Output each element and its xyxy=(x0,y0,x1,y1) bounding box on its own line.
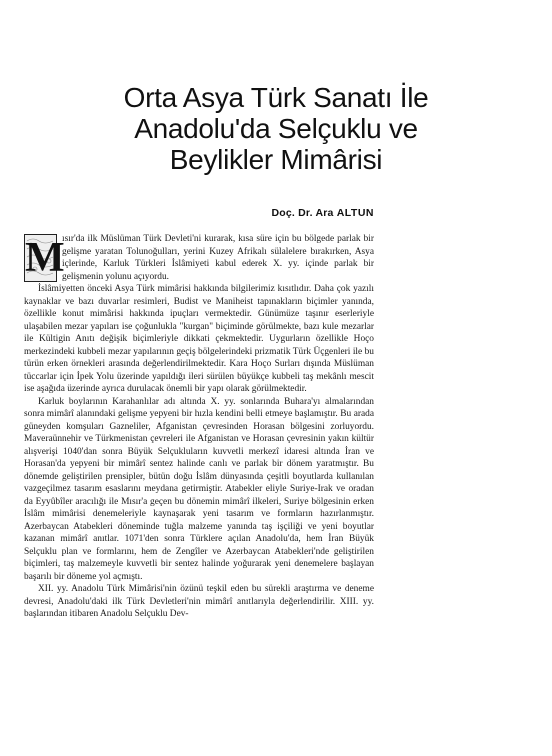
paragraph-2: İslâmiyetten önceki Asya Türk mimârisi hakkında bilgilerimiz kısıtlıdır. Daha çok yazılı kaynaklar ve bazı duvarlar resimleri, Budist ve Maniheist tapınakların biçimler yanında, özellikle konut mimârisi hakkında ipuçları vermektedir. Günümüze taşınır eserleriyle ulaşabilen mezar yapıları ise çoğunlukla "kurgan" biçiminde görülmekte, bazı kule mezarlar ile Kültigin Anıtı değişik biçimleriyle dikkati çekmektedir. Uygurların özellikle Hoço merkezindeki kubbeli mezar yapılarının geçiş bölgelerindeki prizmatik Türk Üçgenleri ile bu türün erken örnekleri arasında değerlendirilmektedir. Kara Hoço Surları dışında Müslüman tüccarlar için İpek Yolu üzerinde yapıldığı ileri sürülen büyükçe kubbeli taş mekânlı mescit ise aşağıda üzerinde ayrıca durulacak önemli bir yapı olarak görülmektedir. xyxy=(24,284,374,394)
author-prefix: Doç. Dr. Ara xyxy=(271,207,334,219)
title-line-3: Beylikler Mimârisi xyxy=(169,144,383,175)
title-line-1: Orta Asya Türk Sanatı İle xyxy=(123,82,429,113)
paragraph-1 xyxy=(24,233,374,283)
paragraph-1-text: ısır'da ilk Müslüman Türk Devleti'ni kurarak, kısa süre için bu bölgede parlak bir gelişme yaratan Tolunoğulları, yerini Kuzey Afrikalı sülalelere bırakırken, Asya içlerinde, Karluk Türkleri İslâmiyeti kabul ederek X. yy. içinde parlak bir gelişmenin yolunu açıyordu. xyxy=(62,234,374,282)
paragraph-4: XII. yy. Anadolu Türk Mimârisi'nin özünü teşkil eden bu sürekli araştırma ve deneme devresi, Anadolu'daki ilk Türk Devletleri'nin mimârî anıtlarıyla değerlendirilir. XIII. yy. başlarından itibaren Anadolu Selçuklu Dev- xyxy=(24,584,374,619)
article-title xyxy=(0,82,552,175)
author-surname: ALTUN xyxy=(336,207,374,219)
title-line-2: Anadolu'da Selçuklu ve xyxy=(134,113,418,144)
paragraph-3: Karluk boylarının Karahanlılar adı altında X. yy. sonlarında Buhara'yı almalarından sonra mimârî alanındaki gelişme yepyeni bir hızla kendini belli etmeye başlamıştır. Bu arada güneyden komşuları Gazneliler, Afganistan çevresinden Horasan bölgesini zorluyordu. Maveraünnehir ve Türkmenistan çevreleri ile Afganistan ve Horasan çevresinin yakın kültür alışverişi 1040'dan sonra Büyük Selçukluların kuvvetli merkezî idaresi altında İran ve Horasan'da yepyeni bir mimârî sentez halinde canlı ve parlak bir dönem yaratmıştır. Bu dönemde geliştirilen prensipler, bütün doğu İslâm dünyasında çeşitli boyutlarda kullanılan vazgeçilmez tasarım esaslarını meydana getirmiştir. Atabekler eliyle Suriye-Irak ve oradan da Eyyûbîler aracılığı ile Mısır'a geçen bu dönemin mimârî ilkeleri, Suriye bölgesinin erken İslâm mimârisi denemeleriyle kaynaşarak yeni tasarım ve formların hazırlanmıştır. Azerbaycan Atabekleri döneminde tuğla malzeme yanında taş işçiliği ve yeni boyutlar kazanan mimârî anıtlar. 1071'den sonra Türklere açılan Anadolu'da, hem İran Büyük Selçuklu plan ve formlarını, hem de Zengîler ve Azerbaycan Atabekleri'nde geliştirilen biçimleri, taş malzemeyle kuvvetli bir sentez halinde yoğurarak yeni denemelere başlayan başarılı bir döneme yol açmıştı. xyxy=(24,396,374,582)
author-byline xyxy=(271,207,374,219)
drop-cap-letter: M xyxy=(25,235,65,281)
drop-cap-ornament xyxy=(24,234,65,282)
article-body xyxy=(24,233,374,621)
